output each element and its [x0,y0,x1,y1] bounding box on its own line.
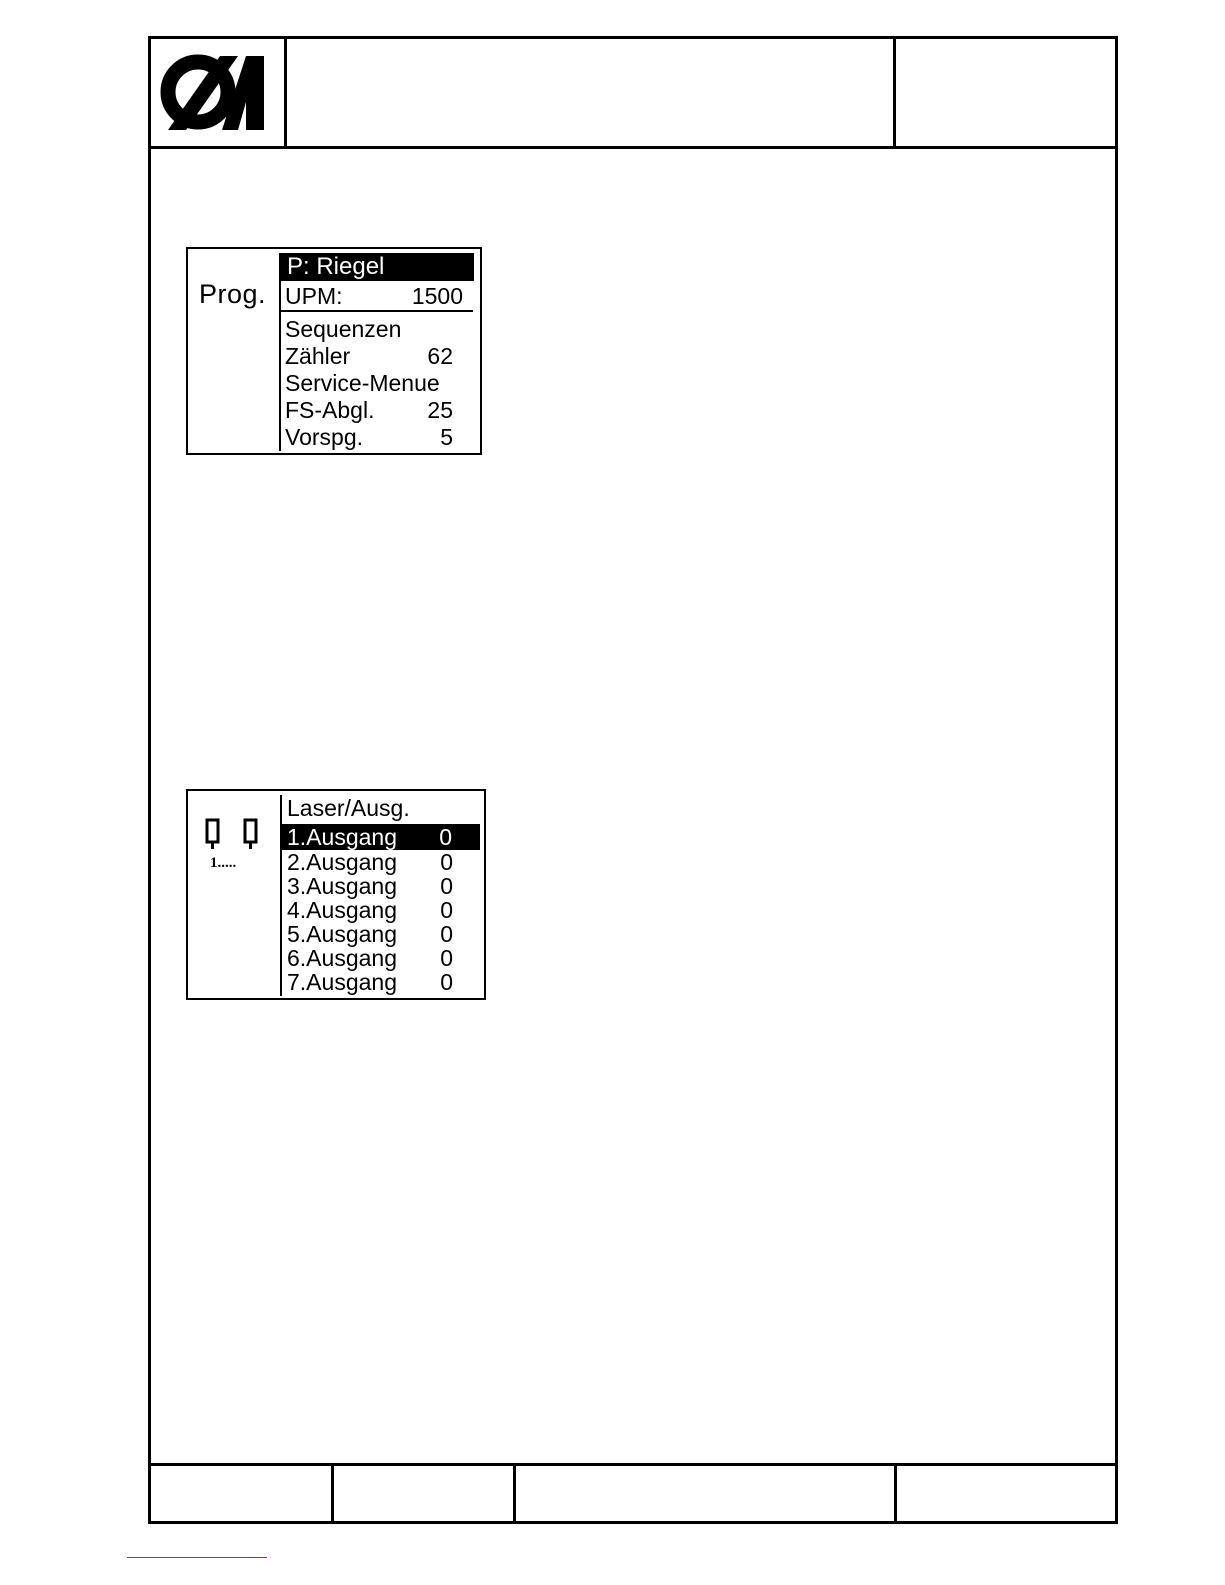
header-divider-left [284,36,287,148]
menu-item-zaehler[interactable]: Zähler 62 [285,343,453,369]
output-row[interactable]: 1.Ausgang 0 [282,824,480,850]
footer-divider-3 [894,1463,897,1523]
header-divider-right [893,36,896,148]
footer-divider-1 [331,1463,334,1523]
upm-value: 1500 [411,283,463,309]
laser-title: Laser/Ausg. [287,795,410,821]
duerkopp-adler-logo-icon [160,50,270,135]
output-row[interactable]: 5.Ausgang 0 [287,921,453,947]
upm-row[interactable] [285,283,463,310]
output-row[interactable]: 7.Ausgang 0 [287,969,453,995]
output-row[interactable]: 4.Ausgang 0 [287,897,453,923]
program-title-bar[interactable] [281,253,474,281]
footer-divider-2 [513,1463,516,1523]
menu-item-service-menue[interactable]: Service-Menue [285,370,440,396]
footer-top-line [148,1463,1118,1466]
header-bottom-line [148,146,1118,149]
output-row[interactable]: 6.Ausgang 0 [287,945,453,971]
panel-separator [279,253,281,451]
output-row[interactable]: 2.Ausgang 0 [287,849,453,875]
output-row[interactable]: 3.Ausgang 0 [287,873,453,899]
menu-item-vorspg[interactable]: Vorspg. 5 [285,424,453,450]
upm-label: UPM: [285,283,343,309]
mode-label: Prog. [199,279,267,309]
menu-item-fs-abgl[interactable]: FS-Abgl. 25 [285,397,453,423]
upm-separator [281,310,473,312]
display-panel-laser [186,789,486,1000]
program-title: P: Riegel [287,253,385,280]
menu-item-sequenzen[interactable]: Sequenzen [285,316,402,342]
output-pins-icon [204,817,264,851]
display-panel-prog [186,247,482,455]
bottom-link-underline[interactable] [127,1557,267,1558]
output-icon-caption: 1..... [210,855,237,871]
